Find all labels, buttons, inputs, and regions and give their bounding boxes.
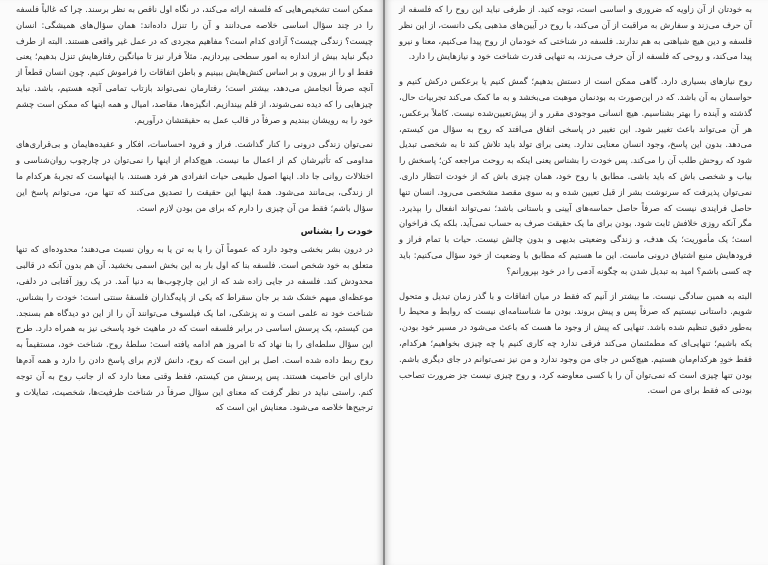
left-page — [0, 0, 383, 565]
right-page — [385, 0, 768, 565]
right-page-text — [399, 2, 752, 399]
right-paragraph-1: به خودتان از آن زاویه که ضروری و اساسی است، توجه کنید. از طرفی نباید این روح را که فلسفه از آن حرف می‌زند و سفارش به مراقبت از آن می‌کند، با روح در آیین‌های مذهبی یکی دانست، از این نظر فلسفه و دین هیچ شباهتی به هم ندارند. فلسفه در شناختی که خودمان از روح پیدا می‌کنیم، معنا و نیرو پیدا می‌کند، و روحی که فلسفه از آن حرف می‌زند، به تنهایی قدرت شناخت خود و نیازهایش را دارد. — [399, 4, 752, 62]
left-paragraph-1: ممکن است تشخیص‌هایی که فلسفه ارائه می‌کند، در نگاه اول ناقص به نظر برسند. چرا که غالباً فلسفه را در چند سؤال اساسی خلاصه می‌دانند و آن را تنزل داده‌اند: همان سؤال‌های همیشگی: انسان چیست؟ زندگی چیست؟ آزادی کدام است؟ مفاهیم مجردی که در عمل غیر واقعی هستند. البته از طرف دیگر نباید بیش از اندازه به امور سطحی بپردازیم. مثلاً فرار نیز تا میانگین رفتارهایش تنزل بدهیم؛ یعنی فقط او را از بیرون و بر اساس کنش‌هایش ببینیم و باطن اتفاقات را فراموش کنیم. چون انسان قطعاً از آنچه صرفاً انجامش می‌دهد، بیشتر است؛ رفتارمان نمی‌تواند بازتاب تمامی آنچه هستیم، باشد. نباید چیزهایی را که دیده نمی‌شوند، از قلم بیندازیم. انگیزه‌ها، مقاصد، امیال و همه اینها که ممکن است چشم خود را به رویشان ببندیم و صرفاً در قالب عمل به حقیقتشان درآوریم. — [16, 4, 373, 125]
right-paragraph-3: البته به همین سادگی نیست. ما بیشتر از آنیم که فقط در میان اتفاقات و با گذر زمان تبدیل و متحول شویم. داستانی نیستیم که صرفاً پس و پیش بروند. بودن ما شناسنامه‌ای نیست که روابط و محیط را به‌طور دقیق تنظیم شده باشد. تنهایی که پیش از وجود ما هست که باعث می‌شود در مسیر خود بودن، یکه باشیم؛ تنهایی‌ای که مطمئنمان می‌کند فرقی ندارد چه کاری کنیم یا چه چیزی بخواهیم؛ هرکدام، فقط خودِ هرکدام‌مان هستیم. هیچ‌کس در جای من وجود ندارد و من نیز نمی‌توانم در جای دیگری باشم. بودن تنها چیزی است که نمی‌توان آن را با کسی معاوضه کرد، و روح چیزی نیست جز ضرورت تصاحب بودنی که فقط برای من است. — [399, 290, 752, 396]
left-paragraph-2: نمی‌توان زندگی درونی را کنار گذاشت. فراز و فرود احساسات، افکار و عقیده‌هایمان و بی‌قراری‌های مداومی که تأثیرشان کم از اعمال ما نیست. هیچ‌کدام از اینها را نمی‌توان در چارچوب روان‌شناسی و اختلالات روانی جا داد. اینها اصول طبیعی حیات انفرادی هر فرد هستند. با اینهاست که تجربهٔ هرکدام ما از زندگی، بی‌مانند می‌شود. همهٔ اینها این حقیقت را تصدیق می‌کنند که تنها من، می‌توانم پاسخ این سؤال باشم؛ فقط من آن چیزی را دارم که برای من بودن لازم است. — [16, 139, 373, 213]
left-paragraph-3: در درون بشر بخشی وجود دارد که عموماً آن را یا به تن یا به روان نسبت می‌دهند؛ محدوده‌ای که تنها متعلق به خود شخص است. فلسفه بنا که اول بار به این بخش اسمی بخشید. آن هم بدون آنکه در قالبی محدودش کند. فلسفه در جایی زاده شد که از این چارچوب‌ها به دنیا آمد. در یک روز آفتابی در دلفی، موعظه‌ای مبهم خشک شد بر جان سقراط که یکی از پایه‌گذاران فلسفهٔ سنتی است: خودت را بشناس. شناخت خود نه علمی است و نه پزشکی، اما یک فیلسوف می‌توانند آن را از این دو دیدگاه هم بسنجد. من کیستم، یک پرسش اساسی در برابر فلسفه است که در ماهیت خود پاسخی نیز به همراه دارد. طرح این سؤال سلطه‌ای را بنا نهاد که تا امروز هم ادامه یافته است: سلطهٔ روح. شناخت خود، مستقیماً به روح ربط داده شده است. اصل بر این است که روح، دانش لازم برای پاسخ دادن را دارد و همه آدم‌ها دارای این خاصیت هستند. پس پرسش من کیستم، فقط وقتی معنا دارد که از جانب روح به آن توجه کنم. راستی نباید در نظر گرفت که معنای این سؤال صرفاً در شناخت ظرفیت‌ها، شخصیت، تمایلات و ترجیح‌ها خلاصه می‌شود. معنایش این است که — [16, 244, 373, 413]
left-page-text — [16, 2, 373, 416]
section-heading: خودت را بشناس — [300, 227, 373, 238]
book-gutter — [383, 0, 385, 565]
right-paragraph-2: روح نیازهای بسیاری دارد. گاهی ممکن است از دستش بدهیم؛ گمش کنیم یا برعکس درکش کنیم و حواسمان به آن باشد. که در این‌صورت به بودنمان موهبت می‌بخشد و به ما کمک می‌کند تجربیات حال، گذشته و آینده را بهتر بشناسیم. هیچ انسانی موجودی مقرر و از پیش‌تعیین‌شده نیست. کاملاً برعکس، هر آن می‌تواند باعث تغییر شود. این تغییر در پاسخی اتفاق می‌افتد که روح به سؤال من کیستم، می‌دهد. بدون این پاسخ، وجود انسان معنایی ندارد. یعنی برای تولد باید تلاش کند تا به شخصی تبدیل شود که روحش طلب آن را می‌کند. پس خودت را بشناس یعنی اینکه به روحت مراجعه کن؛ پاسخش را بیاب و شخصی باش که باید باشی. مطابق با روح خود، همان چیزی باش که از خودت انتظار داری. نمی‌توان پذیرفت که سرنوشت بشر از قبل تعیین شده و به سوی مقصد مشخصی می‌رود. انسان تنها حاصل فرایندی نیست که صرفاً حاصل حماسه‌های آیینی و باستانی باشد؛ نمی‌تواند انفعال را بپذیرد. مگر آنکه روزی خلافش ثابت شود. بودن برای ما یک حقیقت صرف به حساب نمی‌آید. بلکه یک فراخوان است؛ یک مأموریت؛ یک هدف، و زندگی وضعیتی بدیهی و بدون چالش نیست. حیات با تمام فراز و فرودهایش منبع اشتیاق درونی ماست. این ما هستیم که مطابق با وضعیت از خود سؤال می‌کنیم: باید چه کسی باشم؟ امید به تبدیل شدن به چگونه آدمی را در خود بپرورانم؟ — [399, 76, 752, 276]
